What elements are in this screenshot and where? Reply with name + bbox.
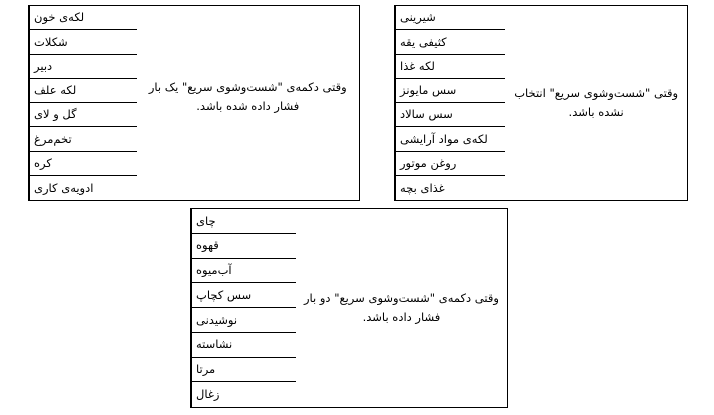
table-description-text: وقتی "شست‌وشوی سریع" انتخاب نشده باشد. xyxy=(514,86,679,119)
table-row: قهوه xyxy=(192,234,296,259)
table-row: غذای بچه xyxy=(400,180,445,195)
table-row: نشاسته xyxy=(192,333,296,358)
table-row: لکه علف xyxy=(30,79,137,103)
table-row: گل و لای xyxy=(30,103,137,127)
table-row: لکه‌ی خون xyxy=(30,6,137,30)
table-row: کره xyxy=(30,152,137,176)
stain-table-quick-wash-one-press xyxy=(28,5,360,201)
table-description-text: وقتی دکمه‌ی "شست‌وشوی سریع" دو بار فشار داده باشد. xyxy=(303,291,499,324)
table-row: سس سالاد xyxy=(396,103,505,127)
table-row: سس مایونز xyxy=(396,79,505,103)
stain-table-quick-wash-not-selected xyxy=(394,5,688,201)
table-row: ادویه‌ی کاری xyxy=(34,180,94,195)
table-items-column xyxy=(191,209,296,407)
table-row: شکلات xyxy=(30,30,137,54)
table-row: تخم‌مرغ xyxy=(30,127,137,151)
table-row: شیرینی xyxy=(396,6,505,30)
table-description-cell xyxy=(296,209,507,407)
table-description-cell xyxy=(505,6,687,200)
table-items-column xyxy=(395,6,505,200)
table-row: لکه غذا xyxy=(396,55,505,79)
table-row: چای xyxy=(192,209,296,234)
table-row: زغال xyxy=(196,387,220,402)
table-row: دبیر xyxy=(30,55,137,79)
table-row: روغن موتور xyxy=(396,152,505,176)
table-row: لکه‌ی مواد آرایشی xyxy=(396,127,505,151)
stain-table-quick-wash-two-press xyxy=(190,208,508,408)
table-description-text: وقتی دکمه‌ی "شست‌وشوی سریع" یک بار فشار داده شده باشد. xyxy=(148,80,347,113)
table-description-cell xyxy=(137,6,359,200)
table-row: آب‌میوه xyxy=(192,259,296,284)
table-row: سس کچاپ xyxy=(192,283,296,308)
table-row: مرتا xyxy=(192,358,296,383)
table-row: نوشیدنی xyxy=(192,308,296,333)
table-row: کثیفی یقه xyxy=(396,30,505,54)
table-items-column xyxy=(29,6,137,200)
